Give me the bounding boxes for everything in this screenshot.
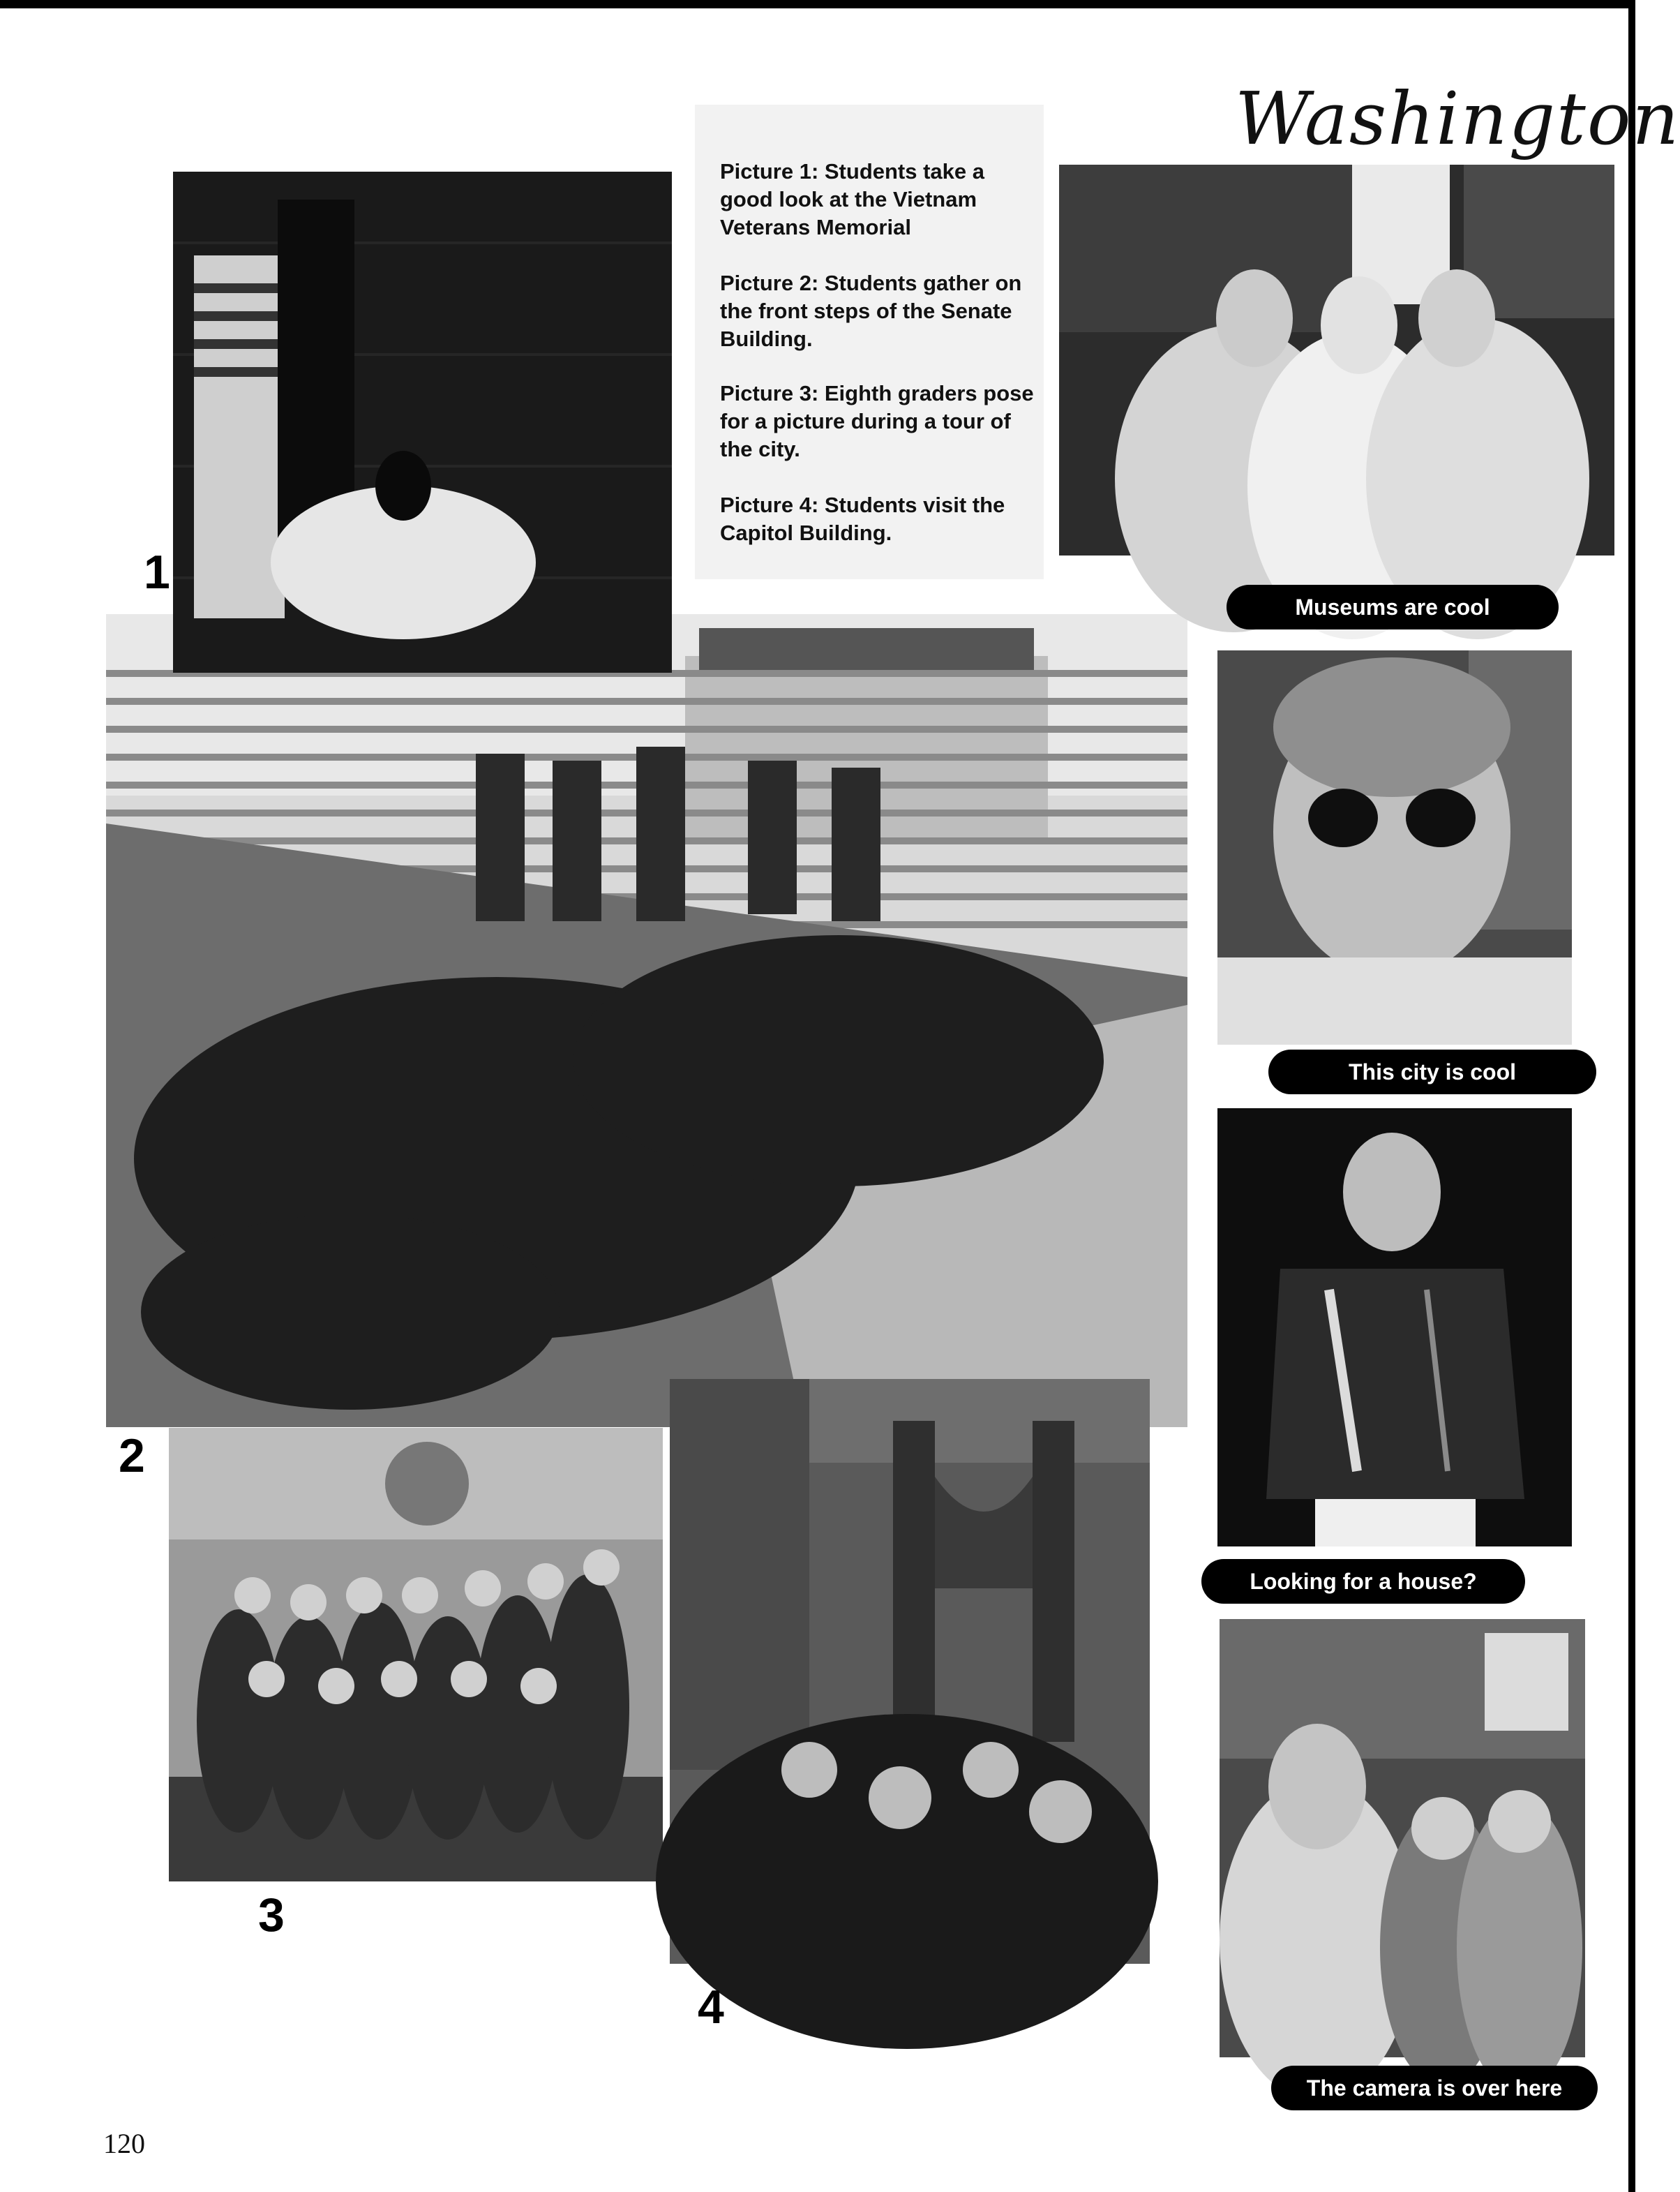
page-number: 120 — [103, 2128, 145, 2159]
caption-picture-4: Picture 4: Students visit the Capitol Building. — [720, 493, 1005, 545]
right-border — [1628, 0, 1635, 2192]
photo-museum-trio — [1059, 165, 1614, 556]
label-camera-over-here: The camera is over here — [1271, 2066, 1598, 2110]
label-museums-are-cool: Museums are cool — [1227, 585, 1559, 629]
label-this-city-is-cool: This city is cool — [1268, 1050, 1596, 1094]
page-title: Washington — [1235, 76, 1680, 161]
photo-number-4: 4 — [698, 1981, 724, 2034]
photo-group-pose — [169, 1428, 663, 1881]
photo-vietnam-memorial — [173, 172, 672, 673]
photo-group-on-steps — [106, 614, 1187, 1427]
label-looking-for-a-house: Looking for a house? — [1201, 1559, 1525, 1604]
photo-capitol-interior — [670, 1379, 1150, 1964]
caption-picture-3: Picture 3: Eighth graders pose for a picture during a tour of the city. — [720, 381, 1034, 461]
photo-number-3: 3 — [258, 1888, 285, 1941]
photo-number-1: 1 — [144, 546, 170, 599]
caption-picture-2: Picture 2: Students gather on the front steps of the Senate Building. — [720, 271, 1022, 351]
photo-jacket-boy — [1217, 1108, 1572, 1546]
photo-girl-with-boys — [1220, 1619, 1585, 2057]
photo-number-2: 2 — [119, 1429, 145, 1482]
caption-picture-1: Picture 1: Students take a good look at the Vietnam Veterans Memorial — [720, 159, 985, 239]
top-border — [0, 0, 1635, 8]
photo-sunglasses-boy — [1217, 650, 1572, 1045]
